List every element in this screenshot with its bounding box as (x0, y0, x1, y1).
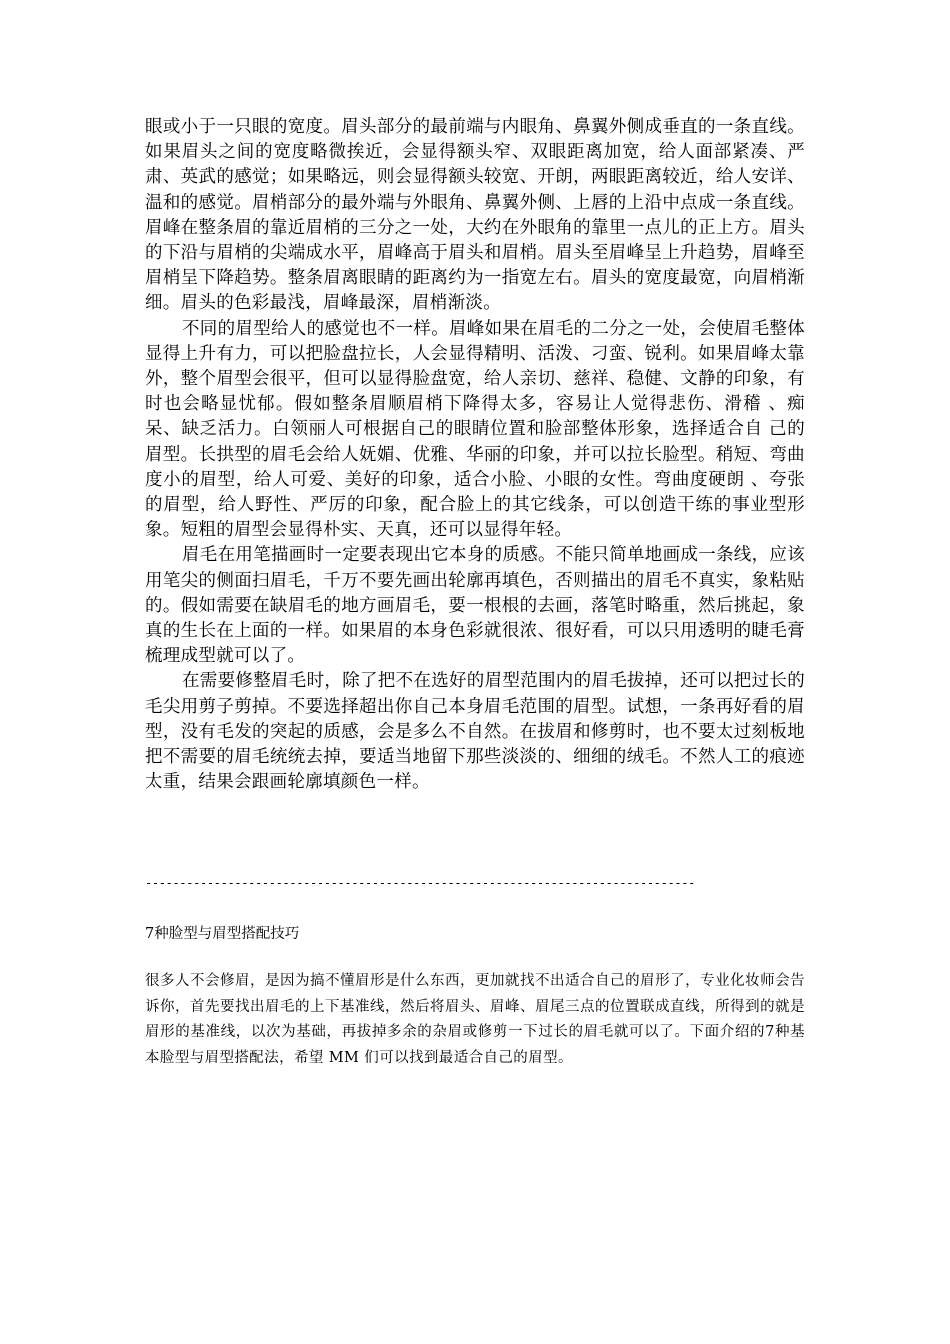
paragraph-eyebrow-impression: 不同的眉型给人的感觉也不一样。眉峰如果在眉毛的二分之一处，会使眉毛整体显得上升有力，可以把脸盘拉长，人会显得精明、活泼、刁蛮、锐利。如果眉峰太靠外，整个眉型会很平，但可以显得脸盘宽，给人亲切、慈祥、稳健、文静的印象，有时也会略显忧郁。假如整条眉顺眉梢下降得太多，容易让人觉得悲伤、滑稽 、痴呆、缺乏活力。白领丽人可根据自己的眼睛位置和脸部整体形象，选择适合自 己的眉型。长拱型的眉毛会给人妩媚、优雅、华丽的印象，并可以拉长脸型。稍短、弯曲度小的眉型，给人可爱、美好的印象，适合小脸、小眼的女性。弯曲度硬朗 、夸张的眉型，给人野性、严厉的印象，配合脸上的其它线条，可以创造干练的事业型形象。短粗的眉型会显得朴实、天真，还可以显得年轻。 (145, 318, 805, 541)
paragraph-eyebrow-position: 眼或小于一只眼的宽度。眉头部分的最前端与内眼角、鼻翼外侧成垂直的一条直线。如果眉头之间的宽度略微挨近，会显得额头窄、双眼距离加宽，给人面部紧凑、严肃、英武的感觉；如果略远，则会显得额头较宽、开朗，两眼距离较近，给人安详、温和的感觉。眉梢部分的最外端与外眼角、鼻翼外侧、上唇的上沿中点成一条直线。眉峰在整条眉的靠近眉梢的三分之一处，大约在外眼角的靠里一点儿的正上方。眉头的下沿与眉梢的尖端成水平，眉峰高于眉头和眉梢。眉头至眉峰呈上升趋势，眉峰至眉梢呈下降趋势。整条眉离眼睛的距离约为一指宽左右。眉头的宽度最宽，向眉梢渐细。眉头的色彩最浅，眉峰最深，眉梢渐淡。 (145, 117, 805, 314)
paragraph-eyebrow-drawing: 眉毛在用笔描画时一定要表现出它本身的质感。不能只简单地画成一条线，应该用笔尖的侧面扫眉毛，千万不要先画出轮廓再填色，否则描出的眉毛不真实，象粘贴的。假如需要在缺眉毛的地方画眉毛，要一根根的去画，落笔时略重，然后挑起，象真的生长在上面的一样。如果眉的本身色彩就很浓、很好看，可以只用透明的睫毛膏梳理成型就可以了。 (145, 545, 805, 667)
document-page (145, 115, 805, 1086)
paragraph-eyebrow-trimming: 在需要修整眉毛时，除了把不在选好的眉型范围内的眉毛拔掉，还可以把过长的毛尖用剪子剪掉。不要选择超出你自己本身眉毛范围的眉型。试想，一条再好看的眉型，没有毛发的突起的质感，会是多么不自然。在拔眉和修剪时，也不要太过刻板地把不需要的眉毛统统去掉，要适当地留下那些淡淡的、细细的绒毛。不然人工的痕迹太重，结果会跟画轮廓填颜色一样。 (145, 671, 805, 793)
intro-paragraph: 很多人不会修眉，是因为搞不懂眉形是什么东西，更加就找不出适合自己的眉形了，专业化妆师会告诉你，首先要找出眉毛的上下基准线，然后将眉头、眉峰、眉尾三点的位置联成直线，所得到的就是眉形的基准线，以次为基础，再拔掉多余的杂眉或修剪一下过长的眉毛就可以了。下面介绍的7种基本脸型与眉型搭配法，希望 MM 们可以找到最适合自己的眉型。 (145, 973, 805, 1066)
section-title: 7种脸型与眉型搭配技巧 (145, 926, 300, 943)
section-divider: -------------------------------------------------------------------------------- (145, 876, 695, 891)
